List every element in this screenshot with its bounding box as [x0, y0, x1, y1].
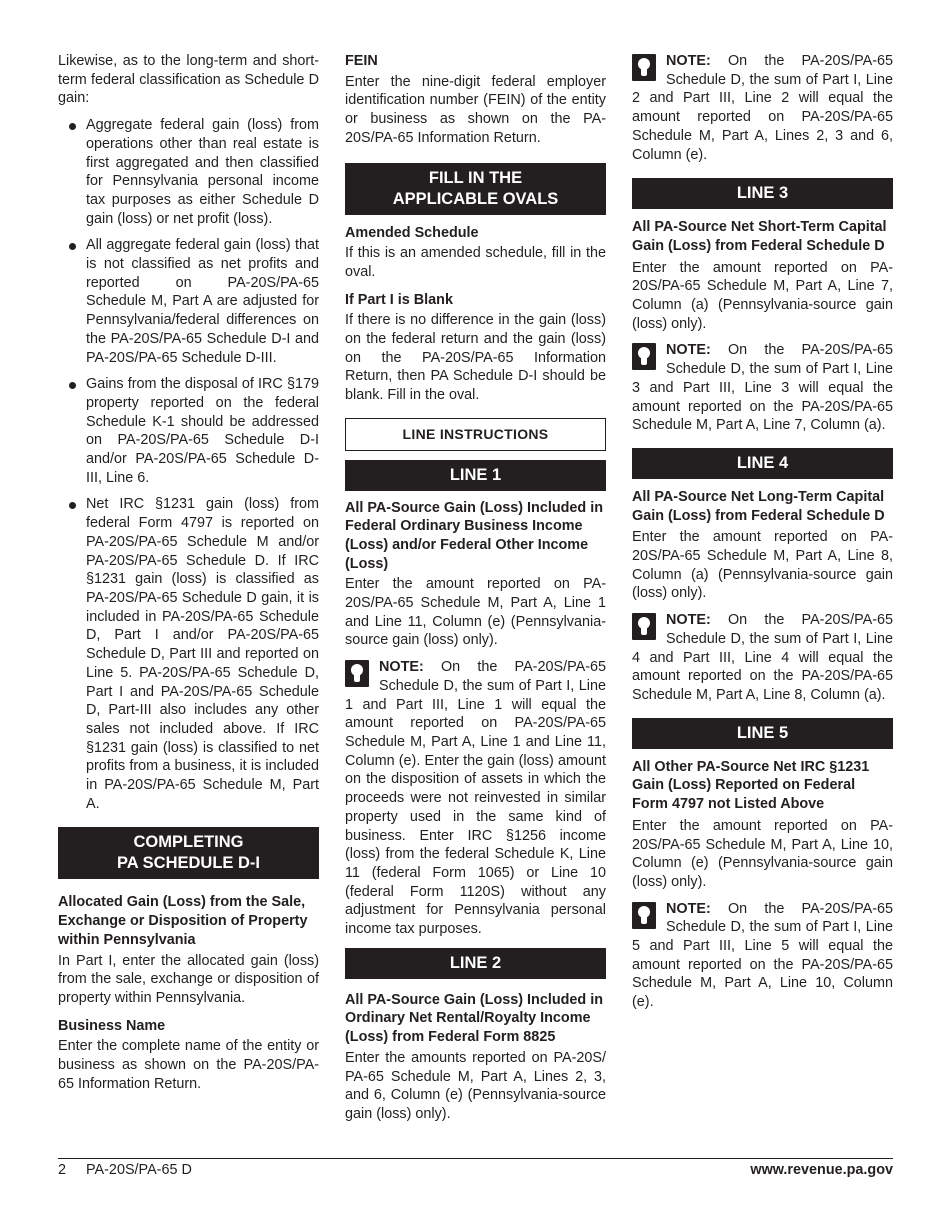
line1-text: Enter the amount reported on PA-20S/PA-65 Schedule M, Part A, Line 1 and Line 11, Column (e) (Pennsylvania-source gain (loss) only).: [345, 576, 606, 649]
heading-line: PA SCHEDULE D-I: [116, 854, 260, 873]
fein-heading: FEIN: [345, 53, 378, 69]
heading-line: COMPLETING: [133, 833, 244, 852]
note-label: NOTE:: [379, 659, 424, 676]
line1-note: [345, 658, 606, 939]
allocated-gain-heading: Allocated Gain (Loss) from the Sale, Exchange or Disposition of Property within Pennsylvania: [58, 894, 308, 948]
line4-subheading: All PA-Source Net Long-Term Capital Gain (Loss) from Federal Schedule D: [632, 488, 885, 524]
note-text: On the PA-20S/PA-65 Schedule D, the sum of Part I, Line 2 and Part III, Line 2 will equal the amount reported on PA-20S/PA-65 Schedule M, Part A, Lines 2, 3 and 6, Column (e).: [632, 53, 893, 163]
business-name-text: Enter the complete name of the entity or business as shown on the PA-20S/PA-65 Information Return.: [58, 1038, 319, 1092]
line2-text: Enter the amounts reported on PA-20S/ PA-65 Schedule M, Part A, Lines 2, 3, and 6, Column (e) (Pennsylvania-source gain (loss) only).: [345, 1049, 606, 1122]
lightbulb-icon: [345, 660, 369, 687]
line1-heading: LINE 1: [345, 460, 606, 491]
line3-text: Enter the amount reported on PA-20S/PA-65 Schedule M, Part A, Line 7, Column (a) (Pennsylvania-source gain (loss) only).: [632, 259, 893, 332]
list-item: Aggregate federal gain (loss) from operations other than real estate is first aggregated and then classified for Pennsylvania personal income tax purposes as either Schedule D gain (loss) or net profit (loss).: [58, 116, 319, 228]
line4-text: Enter the amount reported on PA-20S/PA-65 Schedule M, Part A, Line 8, Column (a) (Pennsylvania-source gain (loss) only).: [632, 529, 893, 602]
lightbulb-icon: [632, 343, 656, 370]
line5-note: [632, 900, 893, 1012]
note-text: On the PA-20S/PA-65 Schedule D, the sum of Part I, Line 3 and Part III, Line 3 will equal the amount reported on the PA-20S/PA-65 Schedule M, Part A, Line 7, Column (a).: [632, 342, 893, 434]
form-id: PA-20S/PA-65 D: [86, 1162, 192, 1178]
column-left: [58, 52, 319, 1093]
line2-heading: LINE 2: [345, 948, 606, 979]
lightbulb-icon: [632, 902, 656, 929]
classification-list: [58, 116, 319, 813]
list-item: Net IRC §1231 gain (loss) from federal Form 4797 is reported on PA-20S/PA-65 Schedule M and/or PA-20S/PA-65 Schedule D. If IRC §1231 gain (loss) is classified as PA-20S/PA-65 Schedule D gain, it is included in PA-20S/PA-65 Schedule D, Part I and/or PA-20S/PA-65 Schedule D, Part III and reported on Line 5. PA-20S/PA-65 Schedule D, Part I and PA-20S/PA-65 Schedule D, Part-III also includes any other sales not included above. If IRC §1231 gain (loss) is classified to net profits from a business, it is included in PA-20S/PA-65 Schedule M, Part A.: [58, 495, 319, 813]
column-right: [632, 52, 893, 1012]
allocated-gain-text: In Part I, enter the allocated gain (loss) from the sale, exchange or disposition of property within Pennsylvania.: [58, 952, 319, 1006]
note-label: NOTE:: [666, 342, 711, 359]
note-text: On the PA-20S/PA-65 Schedule D, the sum of Part I, Line 1 and Part III, Line 1 will equal the amount reported on PA-20S/PA-65 Schedule M, Part A, Line 1 and Line 11, Column (e). Enter the gain (loss) amount on the disposition of assets in which the proceeds were not reinvested in similar property used in the same kind of business. Enter IRC §1256 income (loss) from the federal Schedule K, Line 11 (federal Form 1065) or Line 10 (federal Form 1120S) without any adjustment for Pennsylvania personal income tax purposes.: [345, 659, 606, 938]
line5-heading: LINE 5: [632, 718, 893, 749]
amended-schedule-heading: Amended Schedule: [345, 224, 479, 241]
column-middle: [345, 52, 606, 1124]
part-blank-text: If there is no difference in the gain (loss) on the federal return and the gain (loss) on the PA-20S/PA-65 Information Return, then PA Schedule D-I should be blank. Fill in the oval.: [345, 312, 606, 404]
lightbulb-icon: [632, 54, 656, 81]
footer-divider: [58, 1158, 893, 1159]
lightbulb-icon: [632, 613, 656, 640]
line3-subheading: All PA-Source Net Short-Term Capital Gain (Loss) from Federal Schedule D: [632, 219, 887, 254]
note-text: On the PA-20S/PA-65 Schedule D, the sum of Part I, Line 5 and Part III, Line 5 will equal the amount reported on the PA-20S/PA-65 Schedule M, Part A, Line 10, Column (e).: [632, 900, 893, 1011]
note-text: On the PA-20S/PA-65 Schedule D, the sum of Part I, Line 4 and Part III, Line 4 will equal the amount reported on the PA-20S/PA-65 Schedule M, Part A, Line 8, Column (a).: [632, 612, 893, 703]
heading-line: FILL IN THE: [428, 168, 523, 187]
fill-ovals-heading: [345, 163, 606, 215]
page-number: 2: [58, 1162, 67, 1178]
line5-subheading: All Other PA-Source Net IRC §1231 Gain (Loss) Reported on Federal Form 4797 not Listed Above: [632, 758, 870, 813]
line2-note: [632, 52, 893, 164]
amended-schedule-text: If this is an amended schedule, fill in the oval.: [345, 245, 606, 280]
business-name-heading: Business Name: [58, 1017, 166, 1034]
note-label: NOTE:: [666, 53, 711, 69]
completing-schedule-heading: [58, 827, 319, 879]
note-label: NOTE:: [666, 612, 711, 629]
line1-subheading: All PA-Source Gain (Loss) Included in Federal Ordinary Business Income (Loss) and/or Federal Other Income (Loss): [345, 499, 603, 572]
list-item: All aggregate federal gain (loss) that is not classified as net profits and reported on PA-20S/PA-65 Schedule M, Part A are adjusted for Pennsylvania/federal differences on the PA-20S/PA-65 Schedule D-I and PA-20S/PA-65 Schedule D-III.: [58, 236, 319, 367]
line2-subheading: All PA-Source Gain (Loss) Included in Ordinary Net Rental/Royalty Income (Loss) from Federal Form 8825: [345, 991, 603, 1046]
line3-note: [632, 341, 893, 435]
intro-text: Likewise, as to the long-term and short-term federal classification as Schedule D gain:: [58, 53, 319, 107]
heading-line: APPLICABLE OVALS: [392, 189, 559, 208]
line4-heading: LINE 4: [632, 448, 893, 479]
line-instructions-heading: LINE INSTRUCTIONS: [345, 418, 606, 451]
fein-text: Enter the nine-digit federal employer identification number (FEIN) of the entity or business as shown on the PA-20S/PA-65 Information Return.: [345, 73, 606, 146]
part-blank-heading: If Part I is Blank: [345, 291, 453, 308]
footer-page-info: [58, 1162, 192, 1178]
footer-website: www.revenue.pa.gov: [750, 1162, 893, 1178]
line4-note: [632, 611, 893, 705]
line3-heading: LINE 3: [632, 178, 893, 209]
note-label: NOTE:: [666, 900, 711, 917]
line5-text: Enter the amount reported on PA-20S/PA-65 Schedule M, Part A, Line 10, Column (e) (Pennsylvania-source gain (loss) only).: [632, 817, 893, 890]
list-item: Gains from the disposal of IRC §179 property reported on the federal Schedule K-1 should be addressed on PA-20S/PA-65 Schedule D-I and/or PA-20S/PA-65 Schedule D-III, Line 6.: [58, 375, 319, 487]
